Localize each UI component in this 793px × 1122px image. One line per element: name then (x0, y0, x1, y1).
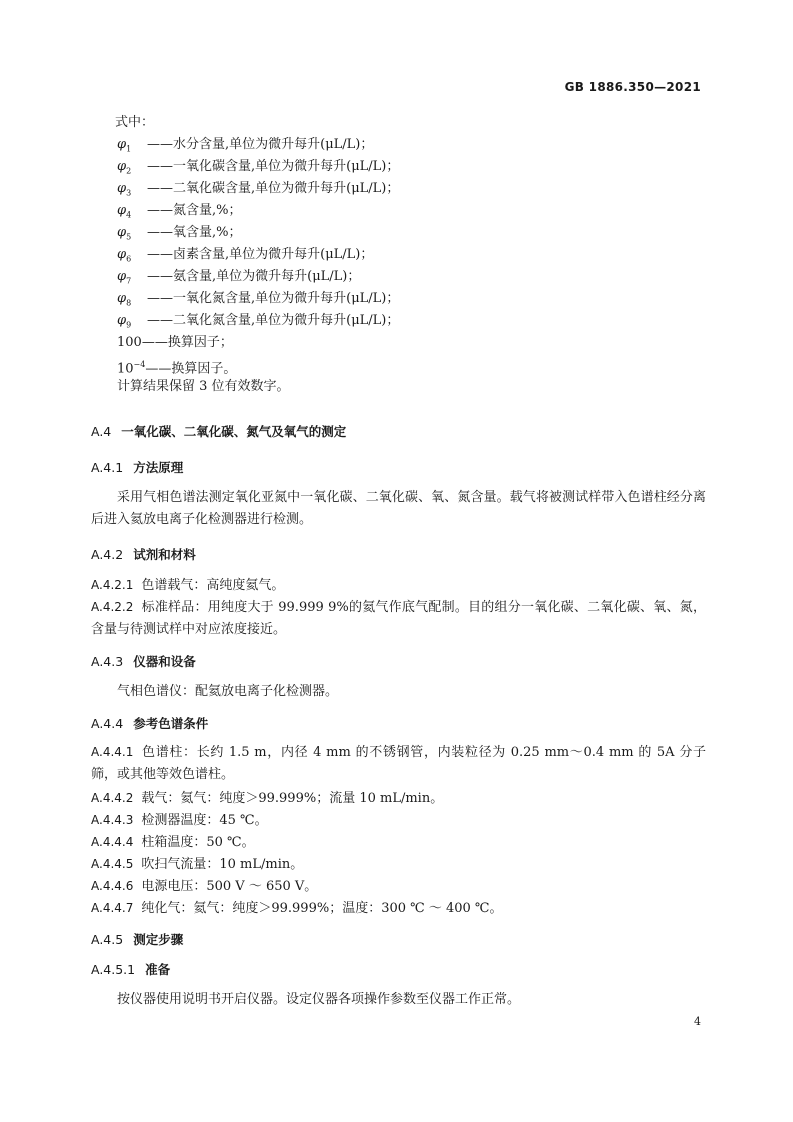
section-a43-text: 气相色谱仪：配氦放电离子化检测器。 (117, 684, 339, 699)
def-phi9: $\varphi_9$ ——二氧化氮含量,单位为微升每升(μL/L)； (117, 313, 400, 330)
def-phi3: $\varphi_3$ ——二氧化碳含量,单位为微升每升(μL/L)； (117, 181, 400, 198)
def-phi4: $\varphi_4$ ——氮含量,%； (117, 203, 242, 220)
def-phi7: $\varphi_7$ ——氨含量,单位为微升每升(μL/L)； (117, 269, 361, 286)
def-phi1: $\varphi_1$ ——水分含量,单位为微升每升(μL/L)； (117, 137, 374, 154)
item-a442: A.4.4.2 载气：氦气：纯度＞99.999%；流量 10 mL/min。 (91, 791, 444, 806)
def-phi2: $\varphi_2$ ——一氧化碳含量,单位为微升每升(μL/L)； (117, 159, 400, 176)
rounding-note: 计算结果保留 3 位有效数字。 (117, 379, 290, 394)
page-number: 4 (694, 1015, 701, 1028)
standard-code: GB 1886.350—2021 (564, 80, 701, 94)
def-factor-exp: $10^{-4}——$换算因子。 (117, 360, 237, 377)
defs-intro: 式中： (115, 115, 155, 130)
section-a45-heading: A.4.5 测定步骤 (91, 932, 184, 947)
section-a4-heading: A.4 一氧化碳、二氧化碳、氮气及氧气的测定 (91, 424, 347, 439)
item-a444: A.4.4.4 柱箱温度：50 ℃。 (91, 835, 255, 850)
section-a42-heading: A.4.2 试剂和材料 (91, 547, 196, 562)
item-a441: A.4.4.1 色谱柱：长约 1.5 m，内径 4 mm 的不锈钢管，内装粒径为 0.25 mm～0.4 mm 的 5A 分子筛，或其他等效色谱柱。 (91, 745, 706, 782)
item-a422: A.4.2.2 标准样品：用纯度大于 99.999 9%的氦气作底气配制。目的组分一氧化碳、二氧化碳、氧、氮，含量与待测试样中对应浓度接近。 (91, 600, 706, 637)
item-a446: A.4.4.6 电源电压：500 V ～ 650 V。 (91, 879, 318, 894)
section-a451-heading: A.4.5.1 准备 (91, 962, 171, 977)
section-a41-heading: A.4.1 方法原理 (91, 460, 184, 475)
def-factor-100: 100——换算因子； (117, 335, 233, 350)
item-a421: A.4.2.1 色谱载气：高纯度氦气。 (91, 578, 285, 593)
section-a41-text: 采用气相色谱法测定氧化亚氮中一氧化碳、二氧化碳、氧、氮含量。载气将被测试样带入色谱柱经分离后进入氦放电离子化检测器进行检测。 (91, 490, 706, 527)
section-a43-heading: A.4.3 仪器和设备 (91, 654, 196, 669)
def-phi5: $\varphi_5$ ——氧含量,%； (117, 225, 242, 242)
item-a445: A.4.4.5 吹扫气流量：10 mL/min。 (91, 857, 304, 872)
def-phi6: $\varphi_6$ ——卤素含量,单位为微升每升(μL/L)； (117, 247, 374, 264)
section-a451-text: 按仪器使用说明书开启仪器。设定仪器各项操作参数至仪器工作正常。 (117, 992, 521, 1007)
section-a44-heading: A.4.4 参考色谱条件 (91, 716, 209, 731)
item-a447: A.4.4.7 纯化气：氦气：纯度＞99.999%；温度：300 ℃ ～ 400 ℃。 (91, 901, 503, 916)
def-phi8: $\varphi_8$ ——一氧化氮含量,单位为微升每升(μL/L)； (117, 291, 400, 308)
item-a443: A.4.4.3 检测器温度：45 ℃。 (91, 813, 268, 828)
